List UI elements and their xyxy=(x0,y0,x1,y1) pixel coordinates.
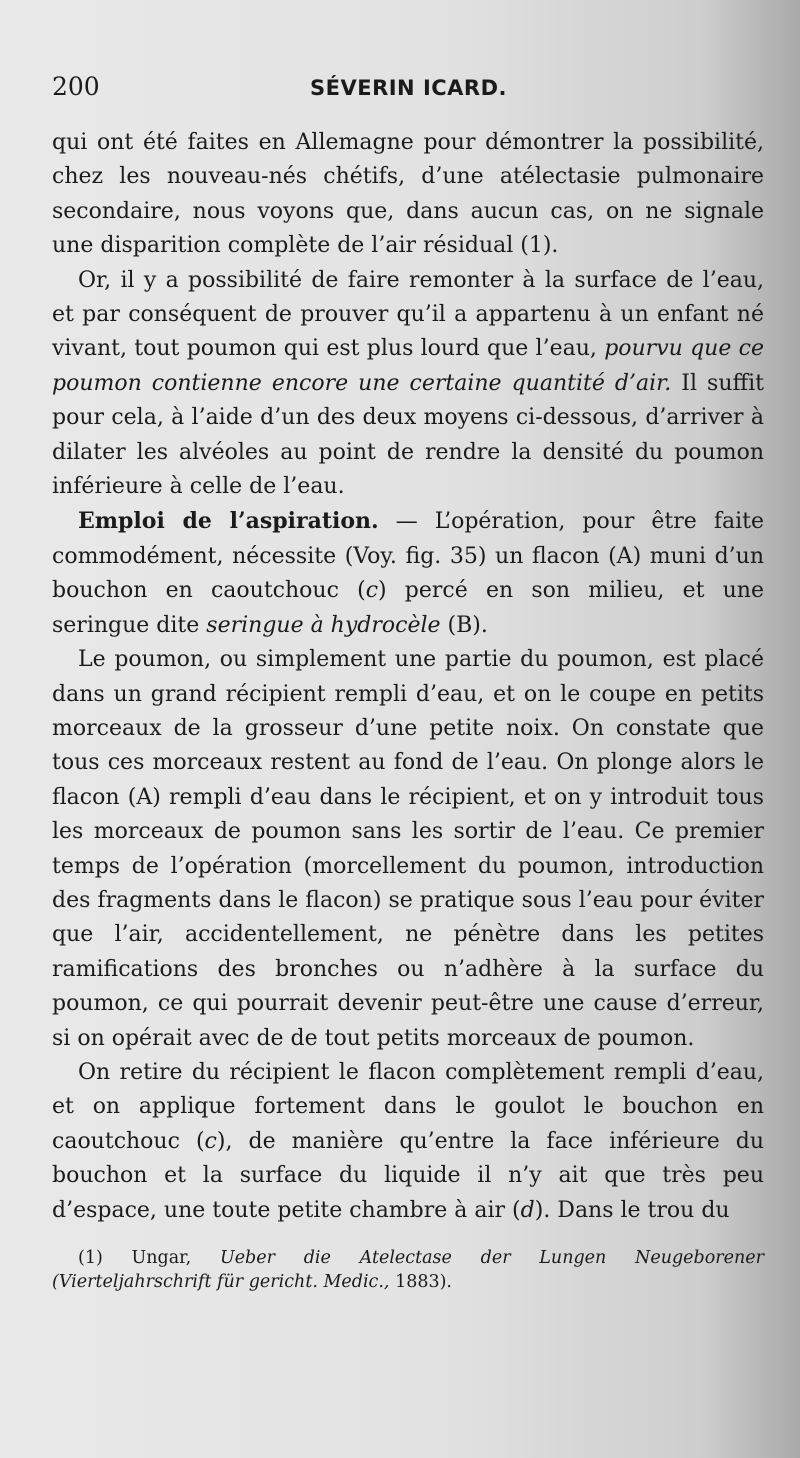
footnote-italic: Ueber die Atelectase der Lungen Neugeborener (Vierteljahrschrift für gericht. Medic., xyxy=(52,1248,764,1292)
paragraph-3-text-a: — L’opération, pour être faite commodément, nécessite (Voy. fig. 35) un flacon (A) muni d’un bouchon en caoutchouc ( xyxy=(52,509,764,604)
paragraph-5-label-c: c xyxy=(204,1128,217,1154)
paragraph-4: Le poumon, ou simplement une partie du poumon, est placé dans un grand récipient rempli d’eau, et on le coupe en petits morceaux de la grosseur d’une petite noix. On constate que tous ces morceaux restent au fond de l’eau. On plonge alors le flacon (A) rempli d’eau dans le récipient, et on y introduit tous les morceaux de poumon sans les sortir de l’eau. Ce premier temps de l’opération (morcellement du poumon, introduction des fragments dans le flacon) se pratique sous l’eau pour éviter que l’air, accidentellement, ne pénètre dans les petites ramifications des bronches ou n’adhère à la surface du poumon, ce qui pourrait devenir peut-être une cause d’erreur, si on opérait avec de de tout petits morceaux de poumon. xyxy=(52,647,764,1051)
running-title: SÉVERIN ICARD. xyxy=(310,76,507,100)
paragraph-3-end: (B). xyxy=(447,612,488,638)
footnote-end: 1883). xyxy=(395,1272,452,1292)
paragraph-3 xyxy=(52,504,764,643)
paragraph-5 xyxy=(52,1056,764,1228)
paragraph-5-text-b: ), de manière qu’entre la face inférieure du bouchon et la surface du liquide il n’y ait que très peu d’espace, une toute petite chambre à air ( xyxy=(52,1128,765,1223)
paragraph-2-text-b: Il suffit pour cela, à l’aide d’un des deux moyens ci-dessous, d’arriver à dilater les alvéoles au point de rendre la densité du poumon inférieure à celle de l’eau. xyxy=(52,370,764,500)
body-text xyxy=(52,126,764,1228)
page-header xyxy=(52,72,764,112)
paragraph-2-italic: pourvu que ce poumon contienne encore une certaine quantité d’air. xyxy=(52,336,764,396)
book-page xyxy=(52,72,764,1294)
paragraph-1: qui ont été faites en Allemagne pour démontrer la possibilité, chez les nouveau-nés chétifs, d’une atélectasie pulmonaire secondaire, nous voyons que, dans aucun cas, on ne signale une disparition complète de l’air résidual (1). xyxy=(52,130,764,259)
page-number: 200 xyxy=(52,72,100,101)
paragraph-3-label-c: c xyxy=(365,578,379,604)
paragraph-3-text-b: ) percé en son milieu, et une seringue dite xyxy=(52,578,764,638)
paragraph-5-end: ). Dans le trou du xyxy=(534,1197,730,1223)
paragraph-2-text-a: Or, il y a possibilité de faire remonter à la surface de l’eau, et par conséquent de prouver qu’il a appartenu à un enfant né vivant, tout poumon qui est plus lourd que l’eau, xyxy=(52,267,764,362)
paragraph-5-text-a: On retire du récipient le flacon complètement rempli d’eau, et on applique fortement dans le goulot le bouchon en caoutchouc ( xyxy=(52,1059,764,1154)
footnote-marker: (1) Ungar, xyxy=(78,1248,192,1268)
paragraph-3-italic: seringue à hydrocèle xyxy=(206,612,441,638)
paragraph-2 xyxy=(52,264,764,505)
section-heading: Emploi de l’aspiration. xyxy=(78,508,379,535)
paragraph-5-label-d: d xyxy=(520,1197,535,1223)
footnote xyxy=(52,1246,764,1294)
